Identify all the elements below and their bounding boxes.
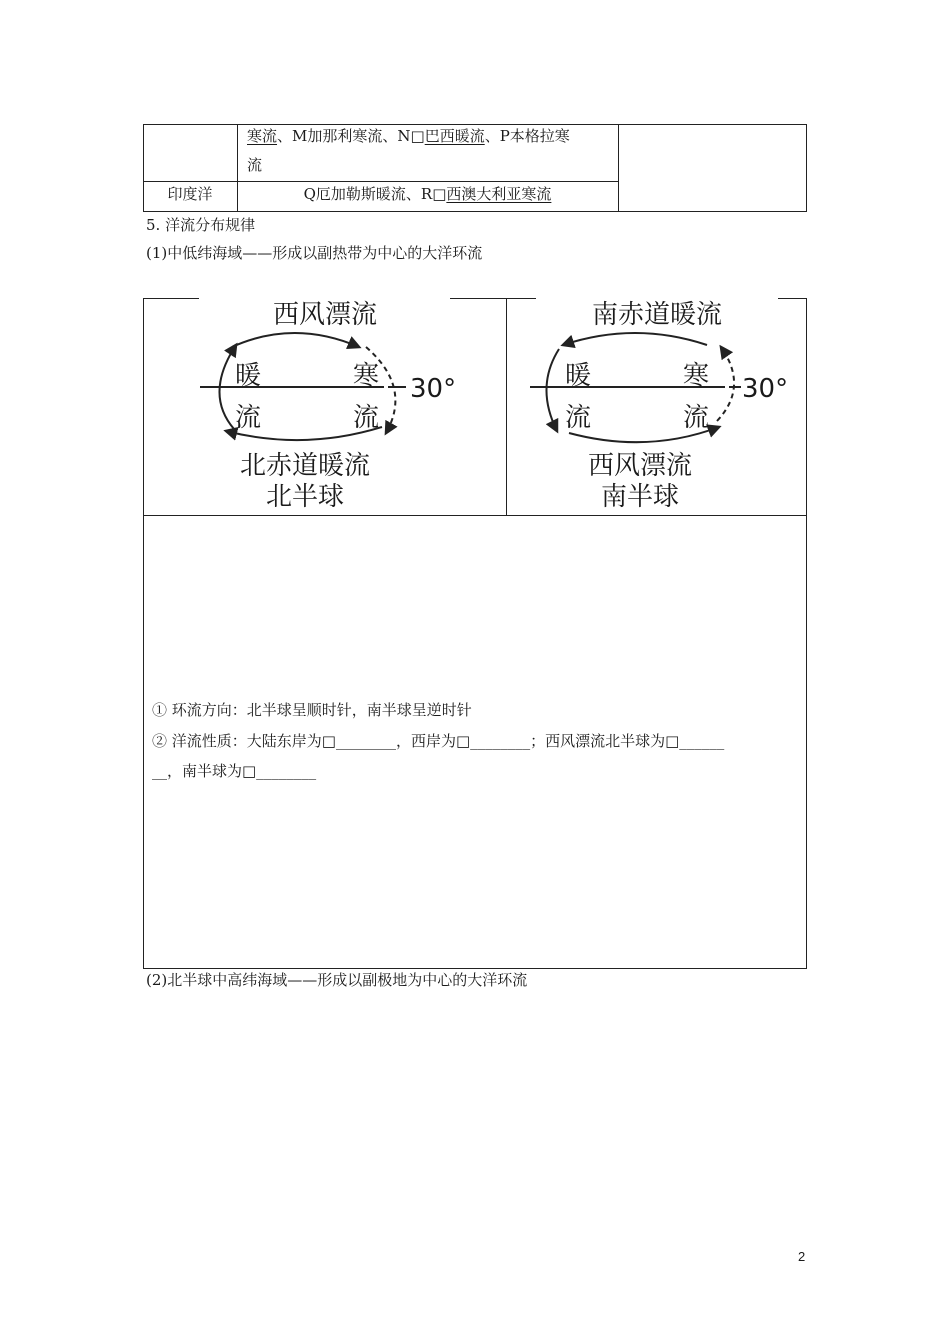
note-current-nature: ② 洋流性质：大陆东岸为□________，西岸为□________；西风漂流北半球为□______: [152, 732, 725, 750]
table-border: [806, 124, 807, 212]
diagram-warm-label: 暖: [235, 361, 262, 391]
answer-underlined: 寒流: [247, 127, 278, 145]
hemisphere-label: 南半球: [600, 482, 679, 512]
subsection-heading: (1)中低纬海域——形成以副热带为中心的大洋环流: [146, 244, 483, 262]
table-cell-currents-cont: 流: [247, 156, 263, 174]
diagram-top-label: 西风漂流: [200, 294, 450, 331]
answer-underlined: 巴西暖流: [424, 127, 485, 145]
section-heading: 5. 洋流分布规律: [146, 216, 256, 234]
diagram-flow-label: 流: [683, 403, 710, 433]
latitude-label: 30°: [742, 374, 789, 404]
table-border: [618, 124, 619, 212]
table-cell-indian-currents: Q厄加勒斯暖流、R□西澳大利亚寒流: [303, 185, 552, 203]
diagram-flow-label: 流: [235, 403, 262, 433]
diagram-flow-label: 流: [353, 403, 380, 433]
table-border: [806, 298, 807, 969]
diagram-cold-label: 寒: [353, 361, 380, 391]
diagram-flow-label: 流: [565, 403, 592, 433]
answer-underlined: 西澳大利亚寒流: [446, 185, 552, 203]
table-border: [143, 515, 807, 516]
diagram-bottom-label: 北赤道暖流: [239, 451, 370, 481]
diagram-cold-label: 寒: [683, 361, 710, 391]
table-cell-ocean: 印度洋: [167, 185, 213, 203]
subsection-heading: (2)北半球中高纬海域——形成以副极地为中心的大洋环流: [146, 971, 528, 989]
latitude-label: 30°: [410, 374, 457, 404]
table-cell-currents: 寒流、M加那利寒流、N□巴西暖流、P本格拉寒: [247, 127, 570, 145]
note-current-nature-cont: __，南半球为□________: [152, 762, 317, 780]
table-border: [143, 211, 807, 212]
table-border: [143, 124, 807, 125]
hemisphere-label: 北半球: [265, 482, 344, 512]
page-number: 2: [798, 1249, 806, 1264]
table-border: [143, 181, 619, 182]
diagram-warm-label: 暖: [565, 361, 592, 391]
diagram-bottom-label: 西风漂流: [587, 451, 692, 481]
note-circulation-direction: ① 环流方向：北半球呈顺时针，南半球呈逆时针: [152, 701, 472, 719]
diagram-top-label: 南赤道暖流: [536, 294, 778, 331]
table-border: [143, 968, 807, 969]
